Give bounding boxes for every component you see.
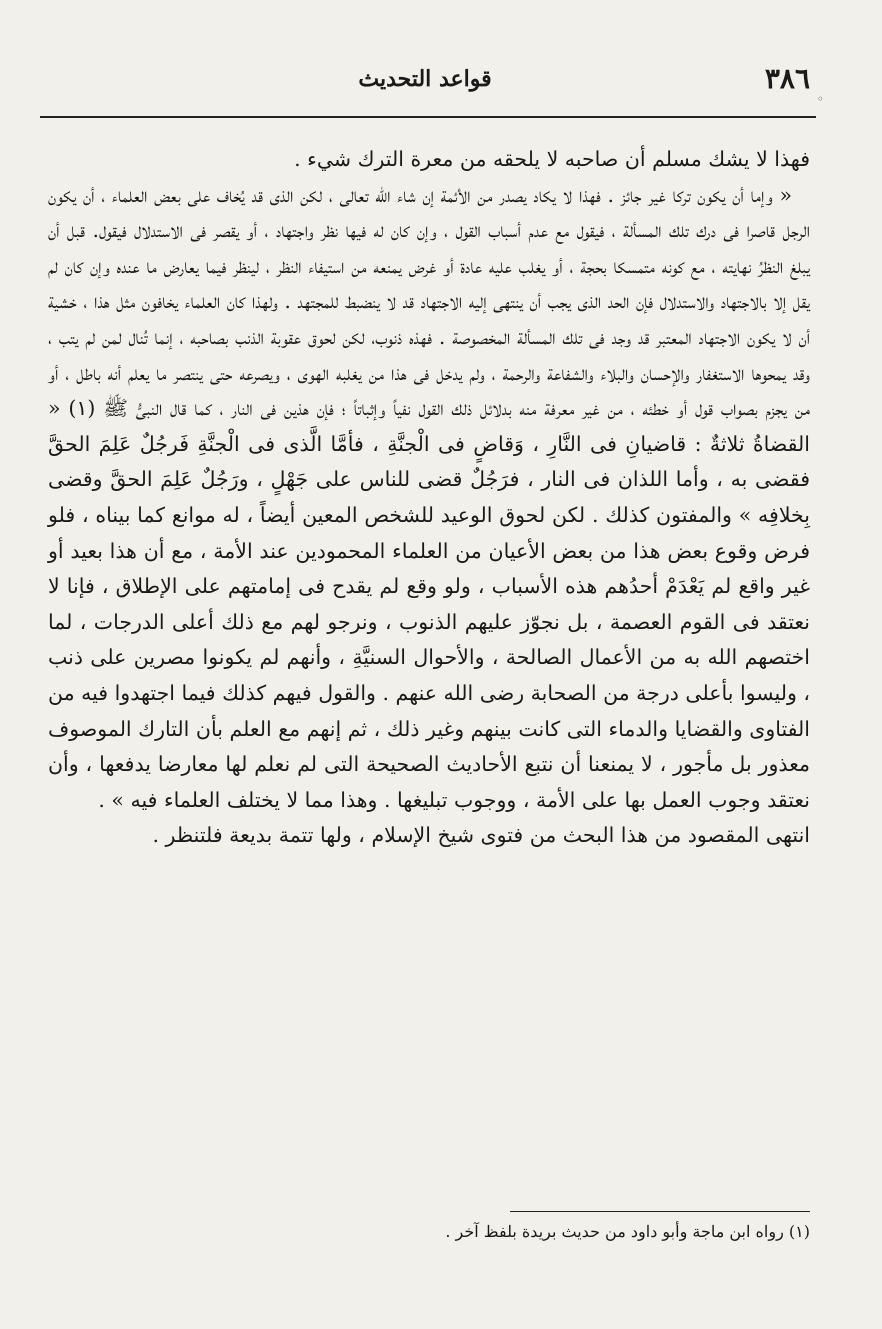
footnote-divider — [510, 1211, 810, 1212]
paragraph-1: فهذا لا يشك مسلم أن صاحبه لا يلحقه من معرة الترك شيء . — [294, 147, 810, 171]
paragraph-3: انتهى المقصود من هذا البحث من فتوى شيخ الإسلام ، ولها تتمة بديعة فلتنظر . — [152, 823, 810, 848]
paragraph-2: « وإما أن يكون تركا غير جائز . فهذا لا يكاد يصدر من الأئمة إن شاء الله تعالى ، لكن الذى قد يُخاف على بعض العلماء ، أن يكون الرجل قاصرا فى درك تلك المسألة ، فيقول مع عدم أسباب القول ، وإن كان له فيها نظر واجتهاد ، أو يقصر فى الاستدلال فيقول. قبل أن يبلغ النظرُ نهايته ، مع كونه متمسكا بحجة ، أو يغلب عليه عادة أو غرض يمنعه من استيفاء النظر ، لينظر فيما يعارض ما عنده وإن كان لم يقل إلا بالاجتهاد والاستدلال فإن الحد الذى يجب أن ينتهى إليه الاجتهاد قد لا ينضبط للمجتهد . ولهذا كان العلماء يخافون مثل هذا ، خشية أن لا يكون الاجتهاد المعتبر قد وجد فى تلك المسألة المخصوصة . فهذه ذنوب، لكن لحوق عقوبة الذنب بصاحبه ، إنما تُنال لمن لم يتب ، وقد يمحوها الاستغفار والإحسان والبلاء والشفاعة والرحمة ، ولم يدخل فى هذا من يغلبه الهوى ، ويصرعه حتى ينتصر ما يعلم أنه باطل ، أو من يجزم بصواب قول أو خطئه ، من غير معرفة منه بدلائل ذلك القول نفياً وإثباتاً ؛ فإن هذين فى النار ، كما قال النبىُّ ﷺ (١) « القضاةُ ثلاثةٌ : قاضيانِ فى النَّارِ ، وَقاضٍ فى الْجنَّةِ ، فأمَّا الَّذى فى الْجنَّةِ فَرجُلٌ عَلِمَ الحقَّ فقضى به ، وأما اللذان فى النار ، فرَجُلٌ قضى للناس على جَهْلٍ ، ورَجُلٌ عَلِمَ الحقَّ وقضى بِخلافِه » والمفتون كذلك . لكن لحوق الوعيد للشخص المعين أيضاً ، له موانع كما بيناه ، فلو فرض وقوع بعض هذا من بعض الأعيان من العلماء المحمودين عند الأمة ، مع أن هذا بعيد أو غير واقع لم يَعْدَمْ أحدُهم هذه الأسباب ، ولو وقع لم يقدح فى إمامتهم على الإطلاق ، فإنا لا نعتقد فى القوم العصمة ، بل نجوّز عليهم الذنوب ، ونرجو لهم مع ذلك أعلى الدرجات ، لما اختصهم الله به من الأعمال الصالحة ، والأحوال السنيَّةِ ، وأنهم لم يكونوا مصرين على ذنب ، وليسوا بأعلى درجة من الصحابة رضى الله عنهم . والقول فيهم كذلك فيما اجتهدوا فيه من الفتاوى والقضايا والدماء التى كانت بينهم وغير ذلك ، ثم إنهم مع العلم بأن التارك الموصوف معذور بل مأجور ، لا يمنعنا أن نتبع الأحاديث الصحيحة التى لم نعلم لها معارضا يدفعها ، وأن نعتقد وجوب العمل بها على الأمة ، ووجوب تبليغها . وهذا مما لا يختلف العلماء فيه » . — [48, 182, 810, 812]
margin-mark: ◦ — [816, 92, 824, 106]
page-header — [40, 62, 810, 106]
page-number: ٣٨٦ — [764, 62, 810, 95]
header-divider — [40, 116, 816, 118]
main-text — [48, 142, 810, 854]
running-title: قواعد التحديث — [358, 66, 492, 92]
footnote: (١) رواه ابن ماجة وأبو داود من حديث بريدة بلفظ آخر . — [445, 1222, 810, 1241]
